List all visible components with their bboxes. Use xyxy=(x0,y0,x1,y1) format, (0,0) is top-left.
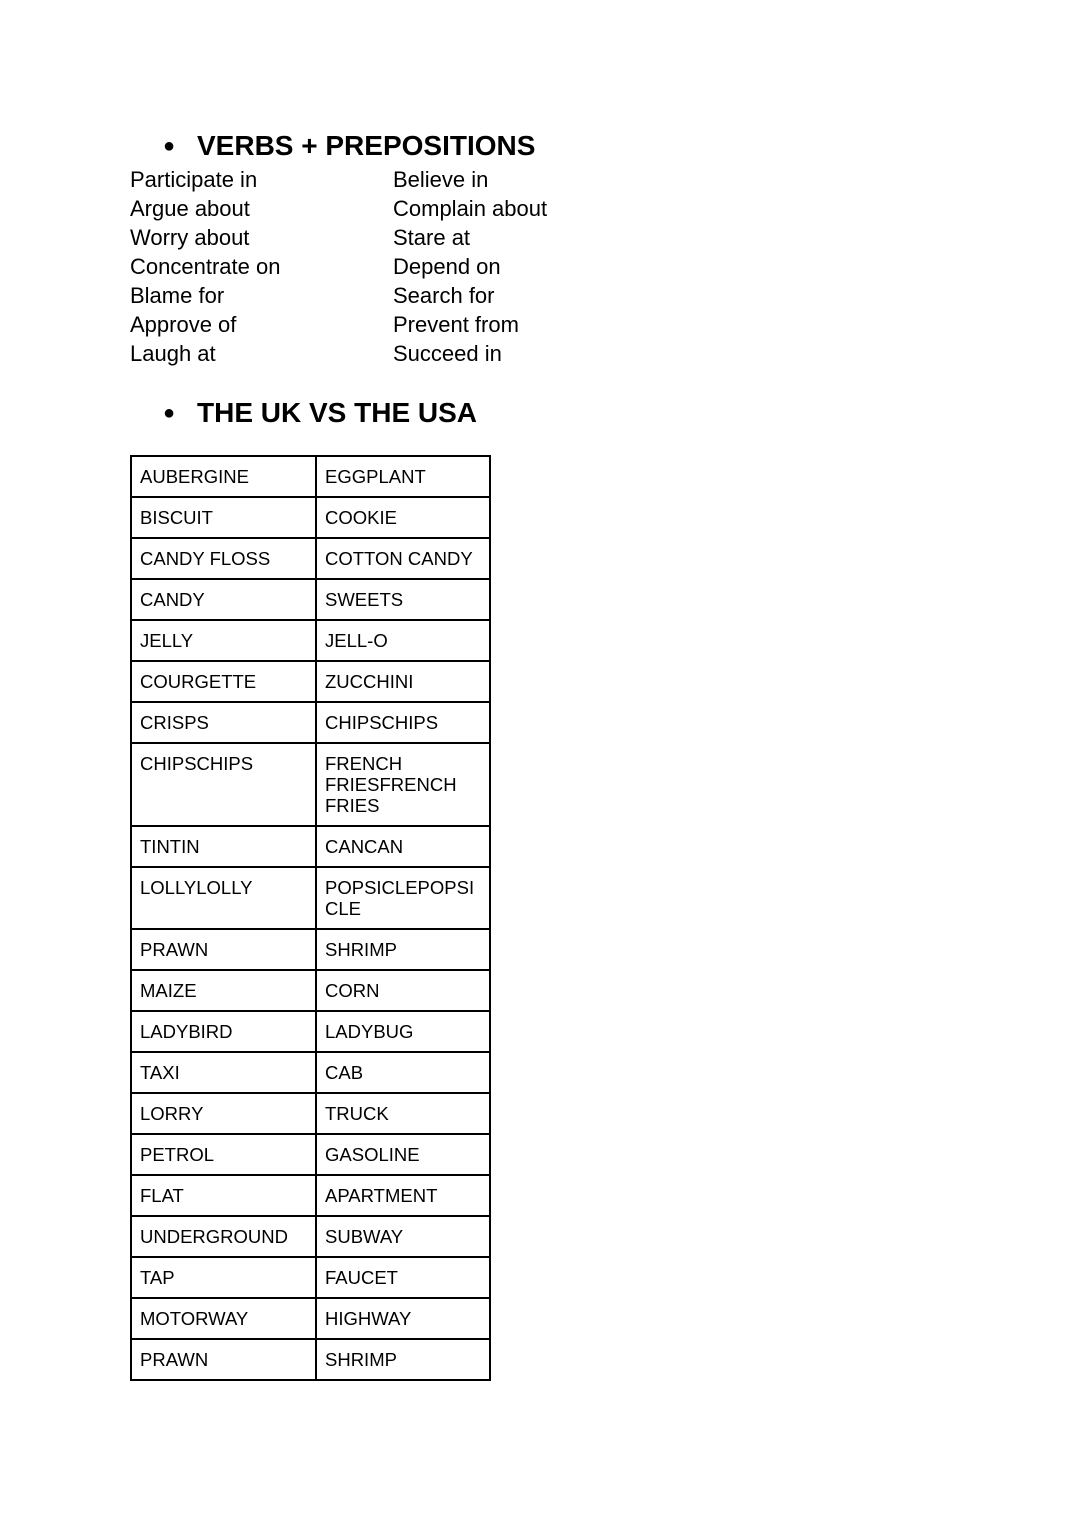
verb-item: Prevent from xyxy=(393,312,519,337)
verb-item: Laugh at xyxy=(130,341,216,366)
table-row xyxy=(131,1257,490,1298)
table-row xyxy=(131,826,490,867)
uk-word-cell: PRAWN xyxy=(131,1339,316,1380)
us-word-cell: COOKIE xyxy=(316,497,490,538)
table-row xyxy=(131,620,490,661)
table-row xyxy=(131,1011,490,1052)
us-word-cell: HIGHWAY xyxy=(316,1298,490,1339)
verbs-left-column xyxy=(130,165,280,368)
us-word-cell: LADYBUG xyxy=(316,1011,490,1052)
verbs-prepositions-title: VERBS + PREPOSITIONS xyxy=(197,130,536,161)
verb-item: Depend on xyxy=(393,254,501,279)
us-word-cell: TRUCK xyxy=(316,1093,490,1134)
verb-item: Complain about xyxy=(393,196,548,221)
us-word-cell: CANCAN xyxy=(316,826,490,867)
table-row xyxy=(131,970,490,1011)
uk-word-cell: CRISPS xyxy=(131,702,316,743)
us-word-cell: APARTMENT xyxy=(316,1175,490,1216)
table-row xyxy=(131,702,490,743)
table-row xyxy=(131,661,490,702)
uk-word-cell: BISCUIT xyxy=(131,497,316,538)
uk-word-cell: JELLY xyxy=(131,620,316,661)
uk-vs-usa-heading xyxy=(163,397,477,429)
verb-item: Search for xyxy=(393,283,495,308)
us-word-cell: JELL-O xyxy=(316,620,490,661)
bullet-icon: ● xyxy=(163,402,176,424)
uk-word-cell: AUBERGINE xyxy=(131,456,316,497)
uk-word-cell: CANDY xyxy=(131,579,316,620)
table-row xyxy=(131,1093,490,1134)
table-row xyxy=(131,743,490,826)
verb-item: Succeed in xyxy=(393,341,502,366)
table-row xyxy=(131,579,490,620)
us-word-cell: CAB xyxy=(316,1052,490,1093)
verb-item: Worry about xyxy=(130,225,250,250)
table-row xyxy=(131,538,490,579)
uk-word-cell: UNDERGROUND xyxy=(131,1216,316,1257)
us-word-cell: GASOLINE xyxy=(316,1134,490,1175)
uk-word-cell: LORRY xyxy=(131,1093,316,1134)
us-word-cell: SHRIMP xyxy=(316,1339,490,1380)
us-word-cell: FRENCH FRIESFRENCH FRIES xyxy=(316,743,490,826)
us-word-cell: EGGPLANT xyxy=(316,456,490,497)
uk-word-cell: TAXI xyxy=(131,1052,316,1093)
verbs-prepositions-heading xyxy=(163,130,535,162)
table-row xyxy=(131,929,490,970)
verb-item: Participate in xyxy=(130,167,258,192)
verbs-right-column xyxy=(393,165,547,368)
us-word-cell: ZUCCHINI xyxy=(316,661,490,702)
table-row xyxy=(131,1052,490,1093)
table-row xyxy=(131,1216,490,1257)
verb-item: Argue about xyxy=(130,196,250,221)
us-word-cell: CORN xyxy=(316,970,490,1011)
uk-word-cell: COURGETTE xyxy=(131,661,316,702)
verb-item: Blame for xyxy=(130,283,225,308)
uk-word-cell: TAP xyxy=(131,1257,316,1298)
us-word-cell: FAUCET xyxy=(316,1257,490,1298)
uk-word-cell: PETROL xyxy=(131,1134,316,1175)
verb-item: Believe in xyxy=(393,167,489,192)
bullet-icon: ● xyxy=(163,135,176,157)
table-row xyxy=(131,1298,490,1339)
us-word-cell: SUBWAY xyxy=(316,1216,490,1257)
uk-word-cell: CANDY FLOSS xyxy=(131,538,316,579)
uk-word-cell: LADYBIRD xyxy=(131,1011,316,1052)
verb-item: Stare at xyxy=(393,225,471,250)
uk-us-vocabulary-table xyxy=(130,455,491,1381)
table-row xyxy=(131,1134,490,1175)
uk-vs-usa-title: THE UK VS THE USA xyxy=(197,397,478,428)
table-row xyxy=(131,456,490,497)
us-word-cell: CHIPSCHIPS xyxy=(316,702,490,743)
us-word-cell: POPSICLEPOPSICLE xyxy=(316,867,490,929)
table-row xyxy=(131,867,490,929)
uk-word-cell: CHIPSCHIPS xyxy=(131,743,316,826)
us-word-cell: COTTON CANDY xyxy=(316,538,490,579)
uk-word-cell: PRAWN xyxy=(131,929,316,970)
table-row xyxy=(131,497,490,538)
table-row xyxy=(131,1175,490,1216)
uk-word-cell: FLAT xyxy=(131,1175,316,1216)
uk-word-cell: MOTORWAY xyxy=(131,1298,316,1339)
table-row xyxy=(131,1339,490,1380)
uk-word-cell: LOLLYLOLLY xyxy=(131,867,316,929)
verb-item: Concentrate on xyxy=(130,254,281,279)
us-word-cell: SWEETS xyxy=(316,579,490,620)
uk-word-cell: TINTIN xyxy=(131,826,316,867)
us-word-cell: SHRIMP xyxy=(316,929,490,970)
verb-item: Approve of xyxy=(130,312,237,337)
uk-word-cell: MAIZE xyxy=(131,970,316,1011)
